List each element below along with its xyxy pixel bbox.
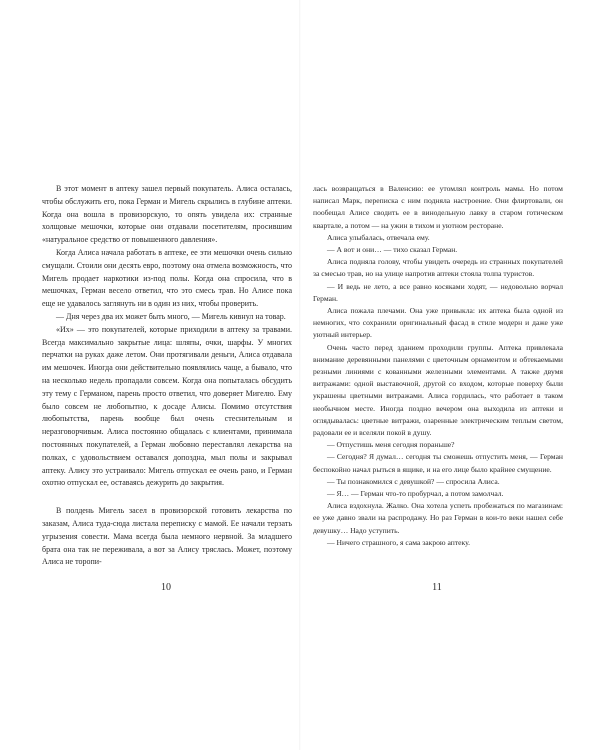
paragraph: Алиса вздохнула. Жалко. Она хотела успеть пробежаться по магазинам: ее уже давно звали на распродажу. Но раз Герман в кои-то веки нашел себе девушку… Надо уступить. bbox=[313, 501, 563, 535]
paragraph: — Сегодня? Я думал… сегодня ты сможешь отпустить меня, — Герман беспокойно начал рыться в ящике, и на его лице было крайнее смущение. bbox=[313, 452, 563, 474]
paragraph: — А вот и они… — тихо сказал Герман. bbox=[327, 245, 458, 255]
paragraph: — Я… — Герман что-то пробурчал, а потом замолчал. bbox=[327, 489, 504, 499]
page-number-left: 10 bbox=[161, 582, 171, 593]
paragraph: В этот момент в аптеку зашел первый покупатель. Алиса осталась, чтобы обслужить его, пока Герман и Мигель скрылись в глубине аптеки. Когда она вошла в провизорскую, то опять увидела их: странные холщовые мешочки, которые они отдавали посетителям, просившим «натуральное средство от повышенного давления». bbox=[42, 184, 292, 245]
paragraph: Алиса пожала плечами. Она уже привыкла: их аптека была одной из немногих, что сохранили оригинальный фасад в стиле модерн и даже уже уютный интерьер. bbox=[313, 306, 563, 340]
paragraph: — И ведь не лето, а все равно косяками ходят, — недовольно ворчал Герман. bbox=[313, 281, 563, 303]
paragraph: — Отпустишь меня сегодня пораньше? bbox=[327, 440, 455, 450]
paragraph: — Ничего страшного, я сама закрою аптеку. bbox=[327, 537, 471, 547]
paragraph: — Ты познакомился с девушкой? — спросила Алиса. bbox=[327, 476, 500, 486]
paragraph: Когда Алиса начала работать в аптеке, ее эти мешочки очень сильно смущали. Стоили они десять евро, поэтому она отмела возможность, что Мигель продает наркотики из-под полы. Когда она спросила, что в мешочках, Герман весело ответил, что это смесь трав. Но Алисе пока еще не удавалось заглянуть ни в один из них, чтобы проверить. bbox=[42, 247, 292, 309]
paragraph: В полдень Мигель засел в провизорской готовить лекарства по заказам, Алиса туда-сюда листала переписку с мамой. Ее начали терзать угрызения совести. Мама всегда была немного нервной. За младшего брата она так не переживала, а вот за Алису тряслась. Может, поэтому Алиса не торопи- bbox=[42, 506, 292, 567]
page-number-right: 11 bbox=[432, 582, 442, 593]
paragraph: Алиса улыбалась, отвечала ему. bbox=[327, 232, 430, 242]
paragraph: Очень часто перед зданием проходили группы. Аптека привлекала внимание деревянными панелями с цветочным орнаментом и обтекаемыми резными линиями с кованными железными элементами. А также двумя витражами: одной выставочной, другой со входом, которые поверху были украшены цветными витражами. Алиса гордилась, что работает в таком необычном месте. Иногда поздно вечером она выходила из аптеки и оглядывалась: цветные витражи, озаренные электрическим теплым светом, радовали ее и вселяли покой в душу. bbox=[313, 342, 563, 438]
gutter-shadow bbox=[299, 0, 301, 750]
paragraph: — Дня через два их может быть много, — Мигель кивнул на товар. bbox=[56, 311, 286, 321]
right-page-text bbox=[313, 183, 563, 549]
paragraph: лась возвращаться в Валенсию: ее утомлял контроль мамы. Но потом написал Марк, переписка с ним подняла настроение. Они флиртовали, он пообещал Алисе сводить ее в винодельную лавку в старом готическом квартале, а потом — на ужин в тихом и уютном ресторане. bbox=[313, 184, 563, 230]
paragraph: Алиса подняла голову, чтобы увидеть очередь из странных покупателей за смесью трав, но на улице напротив аптеки стояла толпа туристов. bbox=[313, 257, 563, 279]
paragraph: «Их» — это покупателей, которые приходили в аптеку за травами. Всегда максимально закрытые лица: шляпы, очки, шарфы. У многих перчатки на руках даже летом. Они протягивали деньги, Алиса отдавала им мешочек. Иногда они действительно появлялись чаще, а бывало, что на несколько недель пропадали совсем. Когда она попыталась обсудить эту тему с Германом, парень просто ответил, что доверяет Мигелю. Ему было совсем не любопытно, к досаде Алисы. Помимо отсутствия любопытства, парень вообще был очень стеснительным и неразговорчивым. Алиса постоянно общалась с клиентами, принимала постоянных покупателей, а Герман любовно переставлял лекарства на полках, с удовольствием оставался допоздна, мыл полы и закрывал аптеку. Алису это устраивало: Мигель отпускал ее очень рано, и Герман охотно отпускал ее, оставаясь дежурить до закрытия. bbox=[42, 324, 292, 488]
left-page-text bbox=[42, 183, 292, 569]
